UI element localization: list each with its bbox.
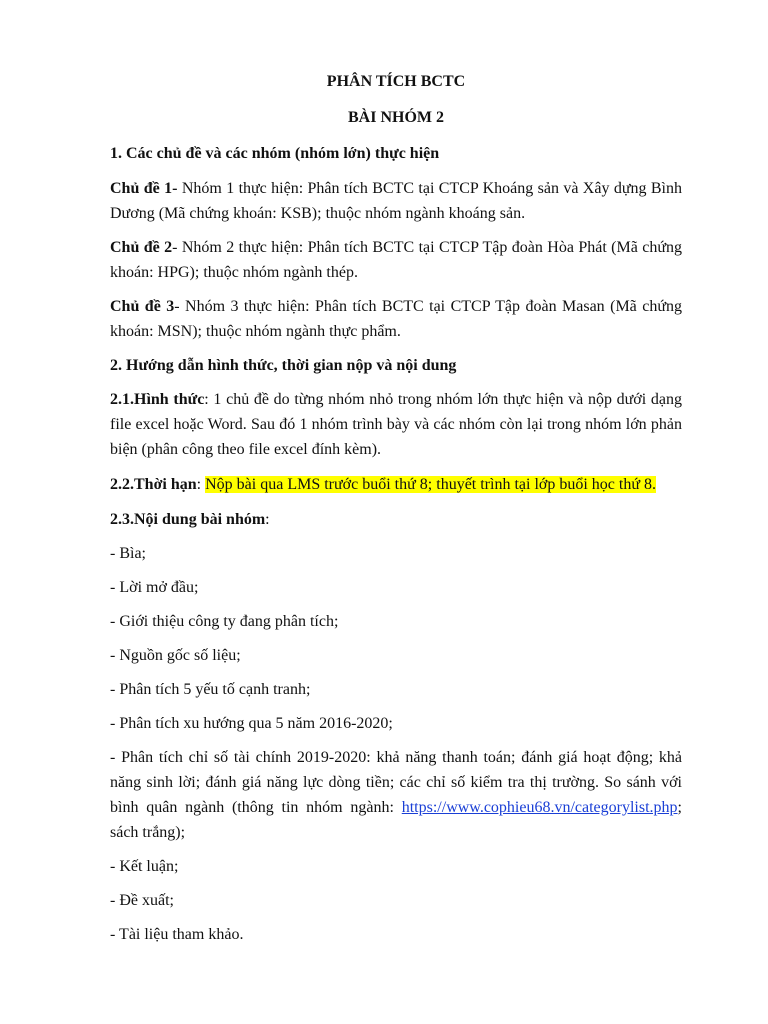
content-item-4: - Nguồn gốc số liệu;	[110, 647, 241, 664]
section-1-heading: 1. Các chủ đề và các nhóm (nhóm lớn) thực hiện	[110, 145, 440, 162]
topic-1	[110, 176, 682, 226]
topic-2	[110, 235, 682, 285]
content-item-1: - Bìa;	[110, 545, 146, 562]
topic-3-label: Chủ đề 3	[110, 298, 175, 315]
deadline-paragraph	[110, 472, 682, 497]
topic-3-text: - Nhóm 3 thực hiện: Phân tích BCTC tại CTCP Tập đoàn Masan (Mã chứng khoán: MSN); thuộc nhóm ngành thực phẩm.	[110, 298, 682, 340]
deadline-colon: :	[196, 476, 206, 493]
content-heading	[110, 507, 682, 532]
cophieu68-link[interactable]: https://www.cophieu68.vn/categorylist.php	[401, 799, 678, 816]
deadline-highlight: Nộp bài qua LMS trước buổi thứ 8; thuyết trình tại lớp buổi học thứ 8.	[205, 476, 657, 493]
page-title: PHÂN TÍCH BCTC	[326, 73, 466, 90]
ratio-text: - Phân tích chỉ số tài chính 2019-2020: khả năng thanh toán; đánh giá hoạt động; khả năng sinh lời; đánh giá năng lực dòng tiền; các chỉ số kiểm tra thị trường. So sánh với bình quân ngành (thông tin nhóm ngành:	[110, 749, 682, 816]
content-label: 2.3.Nội dung bài nhóm	[110, 511, 266, 528]
content-item-conclusion: - Kết luận;	[110, 858, 179, 875]
form-paragraph	[110, 387, 682, 462]
content-item-references: - Tài liệu tham khảo.	[110, 926, 244, 943]
deadline-label: 2.2.Thời hạn	[110, 476, 197, 493]
topic-1-text: Nhóm 1 thực hiện: Phân tích BCTC tại CTCP Khoáng sản và Xây dựng Bình Dương (Mã chứng khoán: KSB); thuộc nhóm ngành khoáng sản.	[110, 180, 682, 222]
form-label: 2.1.Hình thức	[110, 391, 205, 408]
content-item-5: - Phân tích 5 yếu tố cạnh tranh;	[110, 681, 311, 698]
section-2-heading: 2. Hướng dẫn hình thức, thời gian nộp và nội dung	[110, 357, 457, 374]
topic-1-label: Chủ đề 1-	[110, 180, 178, 197]
content-item-6: - Phân tích xu hướng qua 5 năm 2016-2020;	[110, 715, 393, 732]
form-text: : 1 chủ đề do từng nhóm nhỏ trong nhóm lớn thực hiện và nộp dưới dạng file excel hoặc Word. Sau đó 1 nhóm trình bày và các nhóm còn lại trong nhóm lớn phản biện (phân công theo file excel đính kèm).	[110, 391, 682, 458]
topic-2-label: Chủ đề 2	[110, 239, 173, 256]
topic-2-text: - Nhóm 2 thực hiện: Phân tích BCTC tại CTCP Tập đoàn Hòa Phát (Mã chứng khoán: HPG); thuộc nhóm ngành thép.	[110, 239, 682, 281]
content-item-3: - Giới thiệu công ty đang phân tích;	[110, 613, 339, 630]
ratio-tail: ; sách trắng);	[110, 799, 682, 841]
content-colon: :	[265, 511, 270, 528]
content-item-2: - Lời mở đầu;	[110, 579, 199, 596]
content-item-proposal: - Đề xuất;	[110, 892, 174, 909]
content-item-ratios	[110, 745, 682, 845]
topic-3	[110, 294, 682, 344]
page-subtitle: BÀI NHÓM 2	[348, 109, 444, 126]
